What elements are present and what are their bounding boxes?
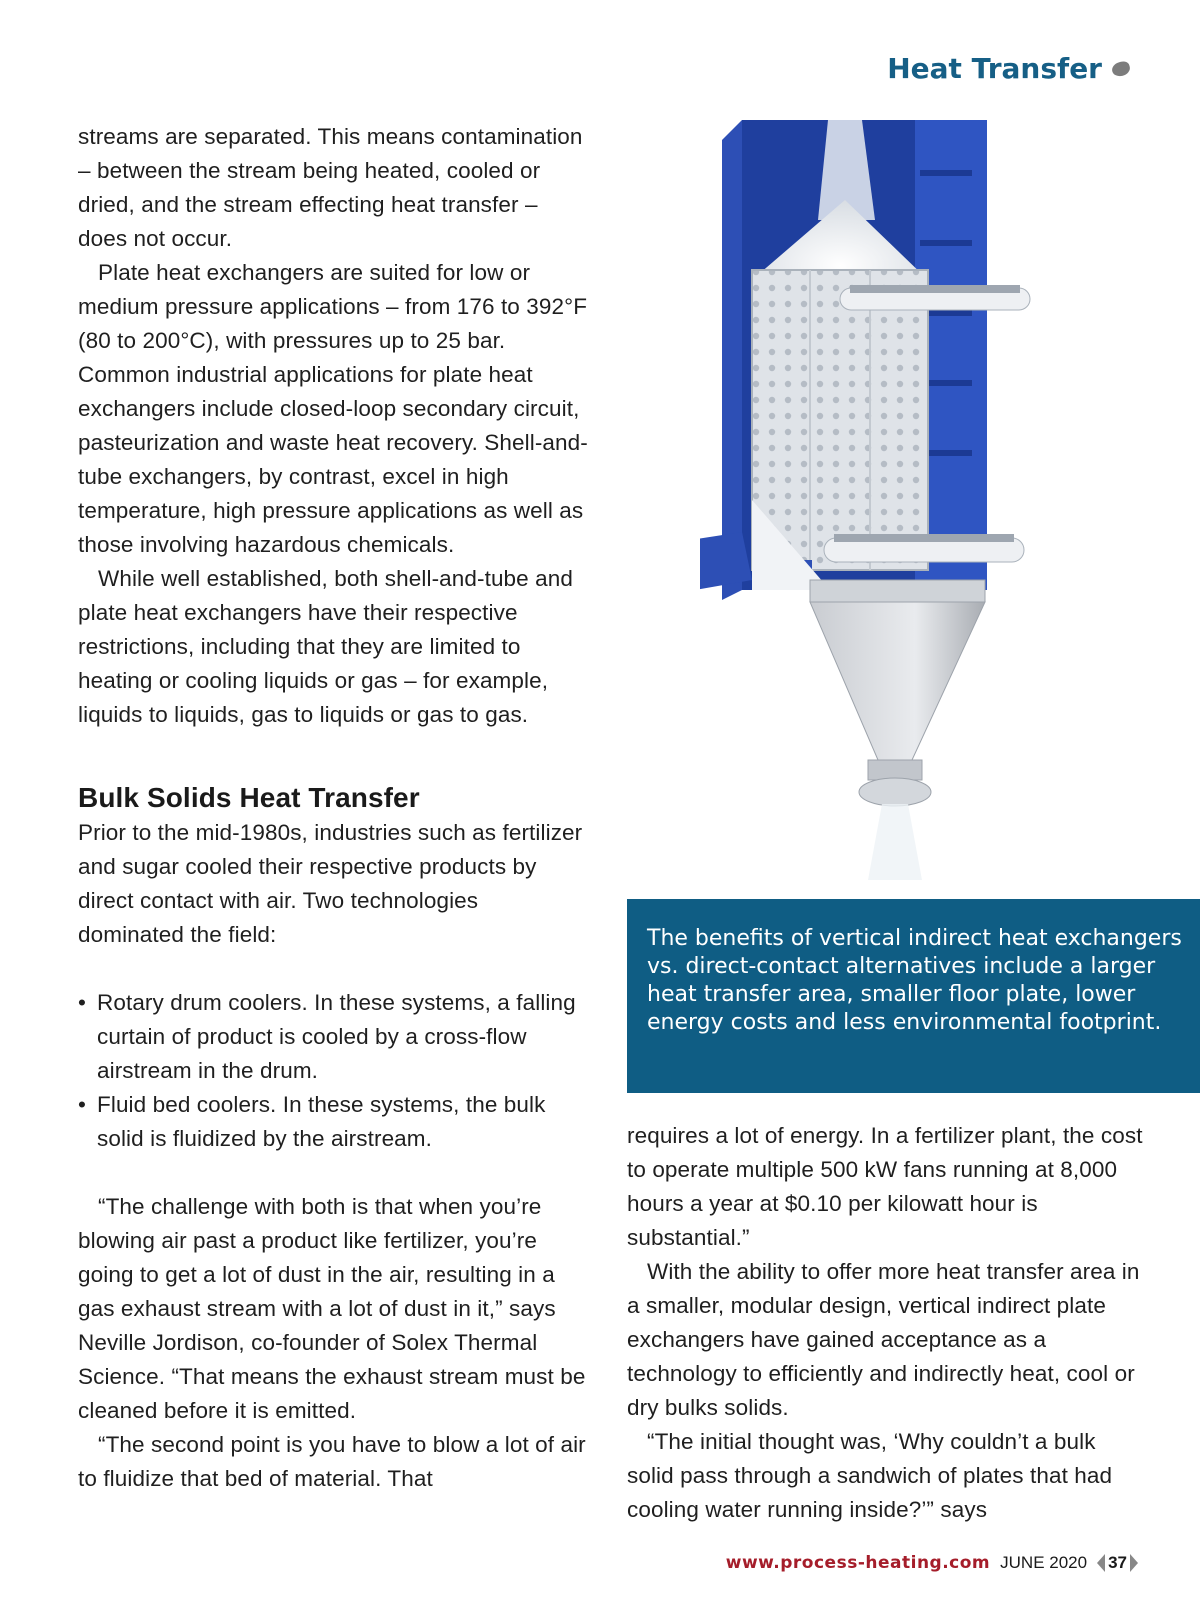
- footer-date: JUNE 2020: [1000, 1553, 1088, 1572]
- section-bullet-icon: [1110, 59, 1131, 77]
- body-paragraph: “The second point is you have to blow a lot of air to fluidize that bed of material. That: [78, 1432, 586, 1491]
- body-paragraph: requires a lot of energy. In a fertilizer plant, the cost to operate multiple 500 kW fans running at 8,000 hours a year at $0.10 per kilowatt hour is substantial.”: [627, 1123, 1143, 1250]
- plate-bank: [752, 270, 928, 570]
- section-header: [887, 52, 1130, 85]
- hopper-flange: [810, 580, 985, 602]
- page-left-arrow-icon: [1097, 1554, 1105, 1572]
- left-column: [78, 120, 588, 1496]
- body-paragraph: Plate heat exchangers are suited for low or medium pressure applications – from 176 to 392°F (80 to 200°C), with pressures up to 25 bar. Common industrial applications for plate heat exchangers include closed-loop secondary circuit, pasteurization and waste heat recovery. Shell-and-tube exchangers, by contrast, excel in high temperature, high pressure applications as well as those involving hazardous chemicals.: [78, 260, 588, 557]
- body-paragraph: “The initial thought was, ‘Why couldn’t a bulk solid pass through a sandwich of plates that had cooling water running inside?’” says: [627, 1429, 1113, 1522]
- body-paragraph: With the ability to offer more heat transfer area in a smaller, modular design, vertical indirect plate exchangers have gained acceptance as a technology to efficiently and indirectly heat, cool or dry bulks solids.: [627, 1259, 1140, 1420]
- figure-caption-box: [627, 899, 1200, 1093]
- footer-url[interactable]: www.process-heating.com: [725, 1553, 991, 1573]
- section-title: Heat Transfer: [887, 52, 1102, 85]
- right-column: [627, 1119, 1147, 1527]
- discharge-powder: [868, 804, 922, 880]
- page-number-value: 37: [1108, 1553, 1127, 1572]
- heat-exchanger-illustration: [700, 120, 1080, 880]
- housing-left-wall: [722, 120, 742, 600]
- body-paragraph: streams are separated. This means contamination – between the stream being heated, cooled or dried, and the stream effecting heat transfer – does not occur.: [78, 124, 583, 251]
- bullet-item: • Rotary drum coolers. In these systems, a falling curtain of product is cooled by a cross-flow airstream in the drum.: [78, 986, 588, 1088]
- outlet-flange: [859, 778, 931, 806]
- body-paragraph: While well established, both shell-and-tube and plate heat exchangers have their respective restrictions, including that they are limited to heating or cooling liquids or gas – for example, liquids to liquids, gas to liquids or gas to gas.: [78, 566, 573, 727]
- page-right-arrow-icon: [1130, 1554, 1138, 1572]
- page-number: [1097, 1553, 1138, 1573]
- page-footer: [726, 1553, 1138, 1573]
- figure-caption: The benefits of vertical indirect heat exchangers vs. direct-contact alternatives include a larger heat transfer area, smaller floor plate, lower energy costs and less environmental footprint.: [647, 926, 1182, 1035]
- hopper-cone: [810, 602, 985, 760]
- subheading: Bulk Solids Heat Transfer: [78, 782, 420, 813]
- bullet-list: [78, 986, 588, 1156]
- bullet-item: • Fluid bed coolers. In these systems, the bulk solid is fluidized by the airstream.: [78, 1088, 588, 1156]
- body-paragraph: Prior to the mid-1980s, industries such as fertilizer and sugar cooled their respective products by direct contact with air. Two technologies dominated the field:: [78, 820, 583, 947]
- body-paragraph: “The challenge with both is that when you’re blowing air past a product like fertilizer, you’re going to get a lot of dust in the air, resulting in a gas exhaust stream with a lot of dust in it,” says Neville Jordison, co-founder of Solex Thermal Science. “That means the exhaust stream must be cleaned before it is emitted.: [78, 1194, 586, 1423]
